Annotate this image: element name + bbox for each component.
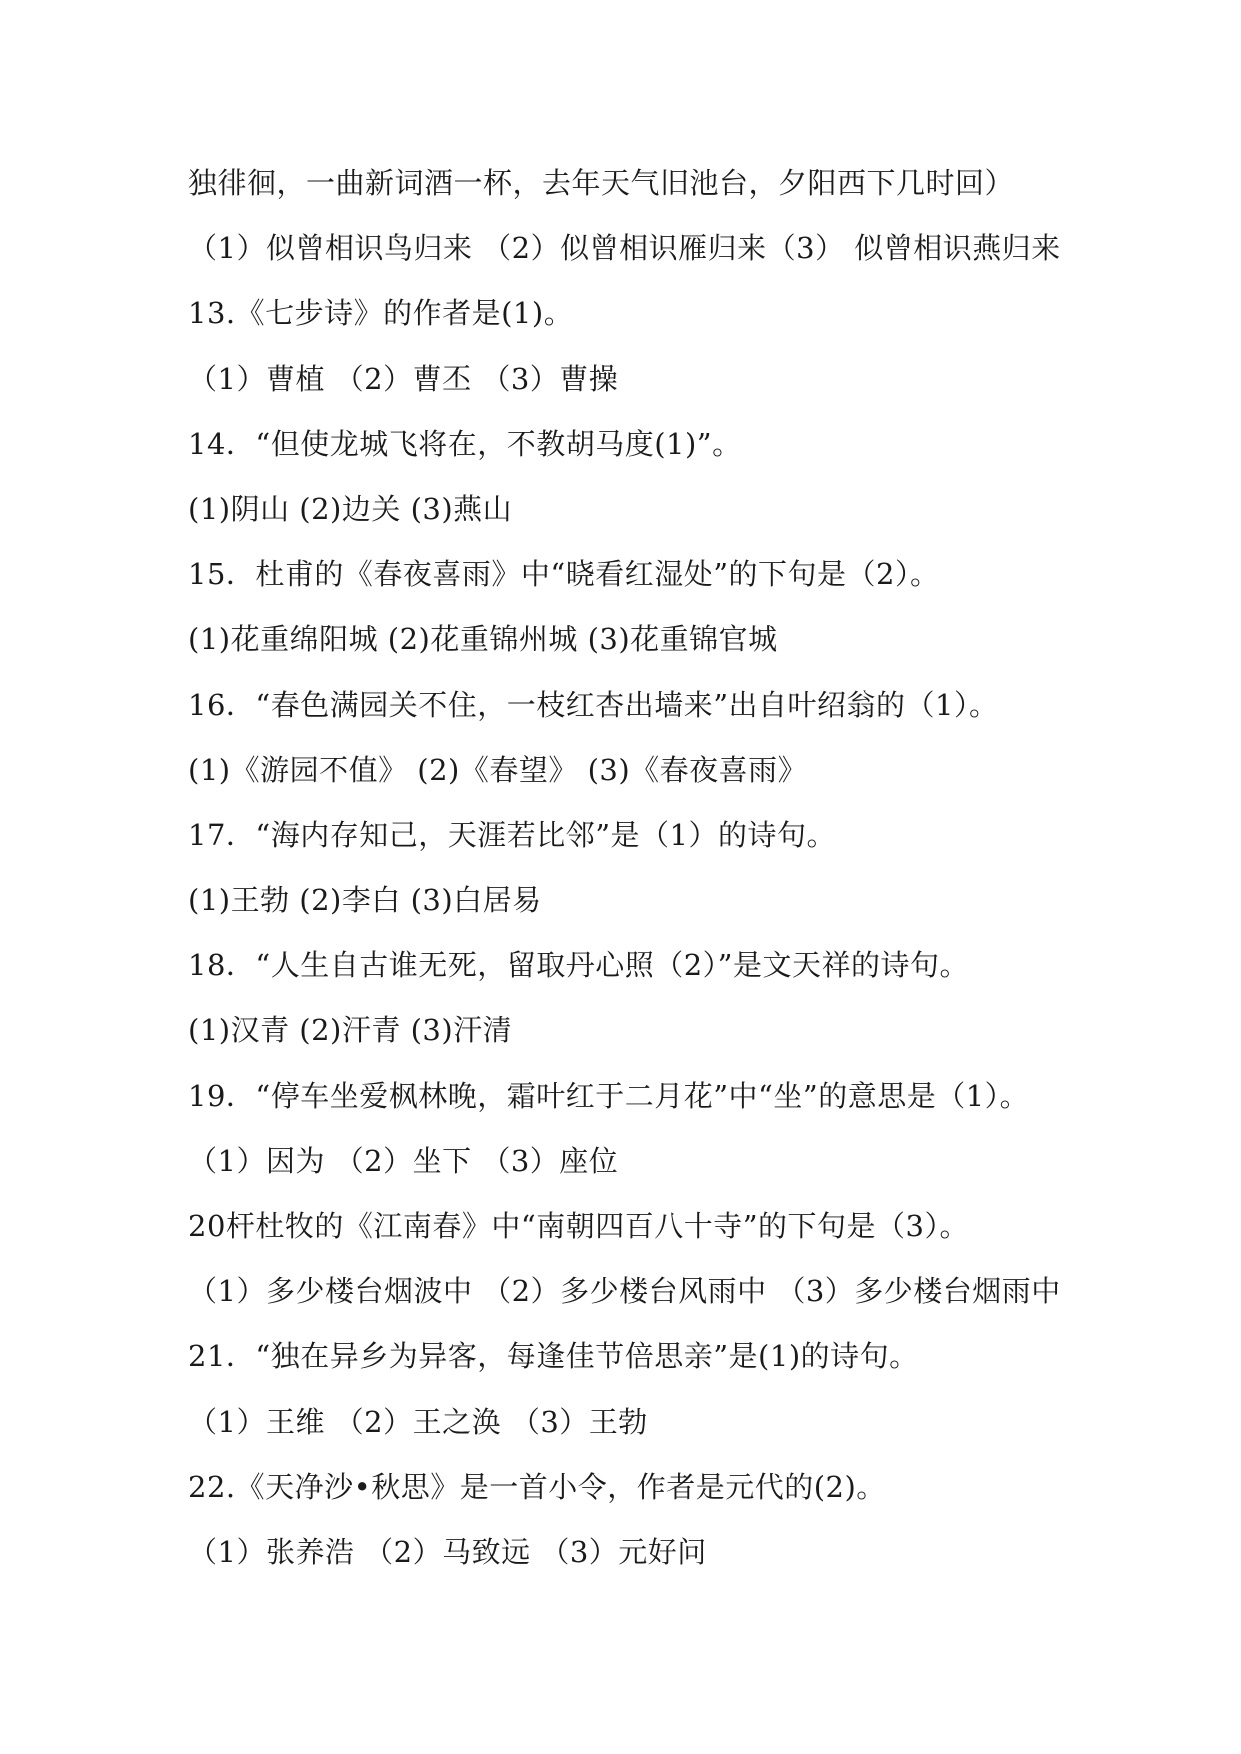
question-21: 21．“独在异乡为异客，每逢佳节倍思亲”是(1)的诗句。 — [188, 1339, 919, 1374]
answer-options-15: (1)花重绵阳城 (2)花重锦州城 (3)花重锦官城 — [188, 622, 778, 657]
answer-options-22: （1）张养浩 （2）马致远 （3）元好问 — [188, 1534, 707, 1569]
poem-continuation-line: 独徘徊，一曲新词酒一杯，去年天气旧池台，夕阳西下几时回） — [188, 166, 1015, 200]
question-18: 18．“人生自古谁无死，留取丹心照（2）”是文天祥的诗句。 — [188, 948, 970, 983]
question-16: 16．“春色满园关不住，一枝红杏出墙来”出自叶绍翁的（1）。 — [188, 687, 999, 722]
question-13: 13.《七步诗》的作者是(1)。 — [188, 296, 574, 331]
answer-options-13: （1）曹植 （2）曹丕 （3）曹操 — [188, 361, 619, 396]
answer-options-16: (1)《游园不值》 (2)《春望》 (3)《春夜喜雨》 — [188, 752, 808, 787]
answer-options-14: (1)阴山 (2)边关 (3)燕山 — [188, 491, 513, 526]
answer-options-20: （1）多少楼台烟波中 （2）多少楼台风雨中 （3）多少楼台烟雨中 — [188, 1274, 1061, 1309]
answer-options-19: （1）因为 （2）坐下 （3）座位 — [188, 1143, 619, 1178]
answer-options-21: （1）王维 （2）王之涣 （3）王勃 — [188, 1404, 648, 1439]
answer-options-12: （1）似曾相识鸟归来 （2）似曾相识雁归来（3） 似曾相识燕归来 — [188, 231, 1061, 266]
question-22: 22.《天净沙•秋思》是一首小令，作者是元代的(2)。 — [188, 1469, 886, 1504]
question-17: 17．“海内存知己，天涯若比邻”是（1）的诗句。 — [188, 817, 837, 852]
answer-options-18: (1)汉青 (2)汗青 (3)汗清 — [188, 1013, 513, 1048]
question-15: 15．杜甫的《春夜喜雨》中“晓看红湿处”的下句是（2）。 — [188, 557, 940, 592]
answer-options-17: (1)王勃 (2)李白 (3)白居易 — [188, 883, 542, 918]
question-19: 19．“停车坐爱枫林晚，霜叶红于二月花”中“坐”的意思是（1）。 — [188, 1078, 1030, 1113]
question-14: 14．“但使龙城飞将在，不教胡马度(1)”。 — [188, 426, 742, 461]
question-20: 20杆杜牧的《江南春》中“南朝四百八十寺”的下句是（3）。 — [188, 1209, 970, 1243]
document-body — [188, 160, 1168, 1594]
